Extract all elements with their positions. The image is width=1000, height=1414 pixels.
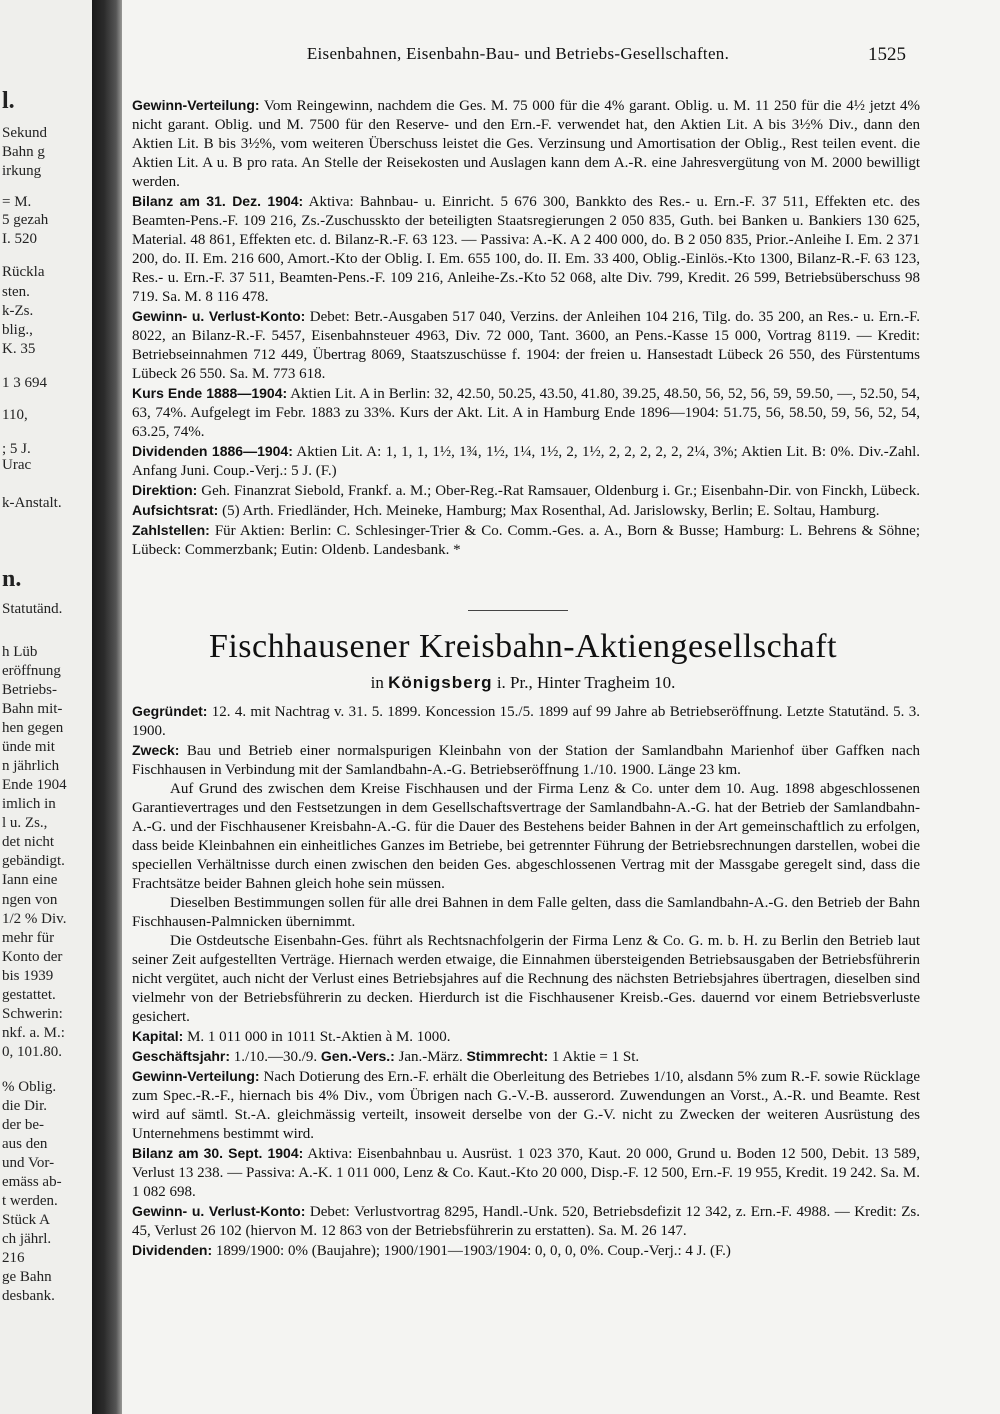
page-number: 1525 bbox=[868, 44, 906, 65]
left-fragment-line: 216 bbox=[2, 1250, 25, 1266]
right-page bbox=[128, 0, 990, 1414]
left-fragment-line: gebändigt. bbox=[2, 853, 65, 869]
section-text: Aktien Lit. A: 1, 1, 1, 1½, 1¾, 1½, 1¼, 1½, 2, 1½, 2, 2, 2, 2, 2, 2¼, 3%; Aktien Lit. B: 0%. Div.-Zahl. Anfang Juni. Coup.-Verj.: 5 J. (F.) bbox=[132, 444, 920, 479]
prev-entry-section bbox=[132, 481, 920, 521]
left-fragment-line: ch jährl. bbox=[2, 1231, 52, 1247]
entry-divider bbox=[468, 610, 568, 611]
section-label: Gewinn- u. Verlust-Konto: bbox=[132, 308, 306, 324]
location-rest: i. Pr., Hinter Tragheim 10. bbox=[492, 673, 676, 692]
left-fragment-line: ünde mit bbox=[2, 739, 55, 755]
left-fragment-line: Ende 1904 bbox=[2, 777, 67, 793]
left-fragment-line: I. 520 bbox=[2, 231, 37, 247]
company-title: Fischhausener Kreisbahn-Aktiengesellschaft bbox=[208, 628, 838, 665]
left-fragment-line: eröffnung bbox=[2, 663, 61, 679]
prev-entry-section bbox=[132, 307, 920, 384]
left-fragment-line: = M. bbox=[2, 194, 32, 210]
paragraph-3: Die Ostdeutsche Eisenbahn-Ges. führt als Rechtsnachfolgerin der Firma Lenz & Co. G. m. b. H. zu Berlin den Betrieb laut seiner Zeit aufgestellten Verträge. Hiernach werden etwaige, die Einnahmen übersteigenden Betriebsausgaben der Betriebsführerin nicht vergütet, auch nicht der Verlust eines Betriebsjahres auf die Rechnung des nächsten Betriebsjahres übertragen, dieselben sind vielmehr von der Betriebsführerin zu decken. Hierdurch ist die Fischhausener Kreisb.-Ges. dauernd vor einem Betriebsverluste gesichert. bbox=[132, 933, 920, 1025]
left-fragment-line: und Vor- bbox=[2, 1155, 55, 1171]
left-fragment-line: bis 1939 bbox=[2, 968, 54, 984]
left-fragment-line: ngen von bbox=[2, 892, 58, 908]
left-fragment-line: emäss ab- bbox=[2, 1174, 62, 1190]
company-entry bbox=[132, 702, 920, 1261]
gewinn-verlust-section: Gewinn- u. Verlust-Konto: Debet: Verlustvortrag 8295, Handl.-Unk. 520, Betriebsdefizit 12 342, z. Ern.-F. 4988. — Kredit: Zs. 45, Verlust 26 102 (hiervon M. 12 863 von der Betriebsführerin zu erstatten). Sa. M. 26 147. bbox=[132, 1203, 920, 1239]
section-text: Aktien Lit. A in Berlin: 32, 42.50, 50.25, 43.50, 41.80, 39.25, 48.50, 56, 52, 56, 59, 59.50, —, 52.50, 54, 63, 74%. Aufgelegt im Febr. 1883 zu 33%. Kurs der Akt. Lit. A in Hamburg Ende 1896—1904: 51.75, 56, 58.50, 59, 56, 52, 54, 63.25, 74%. bbox=[132, 386, 920, 440]
left-fragment-line: blig., bbox=[2, 322, 33, 338]
left-fragment-line: Sekund bbox=[2, 125, 47, 141]
gewinn-verteilung-section: Gewinn-Verteilung: Nach Dotierung des Ern.-F. erhält die Oberleitung des Betriebes 1/10, alsdann 5% zum R.-F. sowie Rücklage zum Spec.-R.-F., hiernach bis 4% Div., vom Übrigen nach G.-V.-B. ausserord. Zuwendungen an Vorst., A.-R. und Beamte. Rest wird auf sämtl. St.-A. gleichmässig verteilt, insoweit derselbe von der G.-V. nicht zu Zwecken der weiteren Ausrüstung des Unternehmens bestimmt wird. bbox=[132, 1068, 920, 1142]
left-fragment-line: % Oblig. bbox=[2, 1079, 57, 1095]
left-fragment-line: imlich in bbox=[2, 796, 56, 812]
left-fragment-line: die Dir. bbox=[2, 1098, 47, 1114]
section-label: Direktion: bbox=[132, 482, 198, 498]
location-prefix: in bbox=[370, 673, 384, 692]
left-fragment-line: Stück A bbox=[2, 1212, 50, 1228]
left-fragment-line: n. bbox=[2, 566, 22, 592]
left-fragment-line: Statutänd. bbox=[2, 601, 63, 617]
left-fragment-line: l. bbox=[2, 88, 15, 114]
left-fragment-line: ge Bahn bbox=[2, 1269, 52, 1285]
dividenden-section: Dividenden: 1899/1900: 0% (Baujahre); 1900/1901—1903/1904: 0, 0, 0, 0%. Coup.-Verj.: 4 J. (F.) bbox=[132, 1242, 731, 1259]
left-fragment-line: Iann eine bbox=[2, 872, 58, 888]
prev-entry-section bbox=[132, 96, 920, 192]
paragraph-2: Dieselben Bestimmungen sollen für alle drei Bahnen in dem Falle gelten, dass die Samlandbahn-A.-G. den Betrieb der Bahn Fischhausen-Palmnicken übernimmt. bbox=[132, 895, 920, 930]
left-fragment-line: Rückla bbox=[2, 264, 45, 280]
left-fragment-line: aus den bbox=[2, 1136, 48, 1152]
section-label: Kurs Ende 1888—1904: bbox=[132, 385, 288, 401]
paragraph-1: Auf Grund des zwischen dem Kreise Fischhausen und der Firma Lenz & Co. unter dem 10. Aug. 1898 abgeschlossenen Garantievertrages und den Festsetzungen in dem Gesellschaftsvertrage der Samlandbahn-A.-G. hat der Betrieb der Samlandbahn-A.-G. und der Fischhausener Kreisbahn-A.-G. für die Dauer des Bestehens beider Bahnen in der Art gemeinschaftlich zu erfolgen, dass beide Kleinbahnen ein einheitliches Ganzes im Betriebe, bei getrennter Führung der Betriebsrechnungen darstellen, wobei die speciellen Verhältnisse durch einen zwischen den beiden Ges. abgeschlossenen Vertrag mit der Massgabe geregelt sind, dass die Frachtsätze beider Bahnen gleich hohe sein müssen. bbox=[132, 781, 920, 892]
left-fragment-line: Betriebs- bbox=[2, 682, 57, 698]
section-label: Gewinn-Verteilung: bbox=[132, 97, 260, 113]
book-gutter bbox=[92, 0, 122, 1414]
section-label: Zahlstellen: bbox=[132, 522, 210, 538]
left-fragment-line: n jährlich bbox=[2, 758, 60, 774]
prev-entry-section bbox=[132, 442, 920, 481]
section-text: Aktiva: Bahnbau- u. Einricht. 5 676 300, Bankkto des Res.- u. Ern.-F. 37 511, Effekten etc. des Beamten-Pens.-F. 109 216, Zs.-Zuschusskto der beteiligten Staatsregierungen 2 050 835, Guth. bei Banken u. Bankiers 130 625, Material. 48 861, Effekten etc. d. Bilanz-R.-F. 63 123. — Passiva: A.-K. A 2 400 000, do. B 2 050 835, Prior.-Anleihe I. Em. 2 371 200, do. II. Em. 216 600, Amort.-Kto der Oblig. I. Em. 655 100, do. II. Em. 33 400, Oblig.-Einlös.-Kto 1300, Bilanz-R.-F. 63 123, Res.- u. Ern.-F. 37 511, Beamten-Pens.-F. 109 216, Anleihe-Zs.-Kto 52 068, alte Div. 799, Kredit. 26 599, Betriebsüberschuss 98 719. Sa. M. 8 116 478. bbox=[132, 194, 920, 305]
left-fragment-line: 5 gezah bbox=[2, 212, 49, 228]
left-fragment-line: hen gegen bbox=[2, 720, 64, 736]
left-fragment-line: Bahn g bbox=[2, 144, 45, 160]
left-fragment-line: t werden. bbox=[2, 1193, 58, 1209]
left-fragment-line: der be- bbox=[2, 1117, 45, 1133]
left-fragment-line: Urac bbox=[2, 457, 32, 473]
previous-entry bbox=[132, 96, 920, 560]
location-city: Königsberg bbox=[388, 673, 493, 692]
section-label: Bilanz am 31. Dez. 1904: bbox=[132, 193, 304, 209]
left-fragment-line: Schwerin: bbox=[2, 1006, 63, 1022]
left-fragment-line: Bahn mit- bbox=[2, 701, 63, 717]
left-fragment-line: 1/2 % Div. bbox=[2, 911, 67, 927]
left-fragment-line: h Lüb bbox=[2, 644, 38, 660]
running-header: Eisenbahnen, Eisenbahn-Bau- und Betriebs-Gesellschaften. bbox=[306, 44, 730, 63]
zweck-section: Zweck: Bau und Betrieb einer normalspurigen Kleinbahn von der Station der Samlandbahn Marienhof über Gaffken nach Fischhausen in Verbindung mit der Samlandbahn-A.-G. Betriebseröffnung 1./10. 1900. Länge 23 km. bbox=[132, 742, 920, 778]
prev-entry-section bbox=[132, 384, 920, 442]
section-text: Für Aktien: Berlin: C. Schlesinger-Trier & Co. Comm.-Ges. a. A., Born & Busse; Hamburg: L. Behrens & Söhne; Lübeck: Commerzbank; Eutin: Oldenb. Landesbank. * bbox=[132, 523, 920, 558]
section-text: Debet: Betr.-Ausgaben 517 040, Verzins. der Anleihen 104 216, Tilg. do. 35 200, an Res.- u. Ern.-F. 8022, an Bilanz-R.-F. 5457, Eisenbahnsteuer 4963, Div. 72 000, Tant. 3600, an Pens.-Kasse 15 000, Vortrag 8119. — Kredit: Betriebseinnahmen 712 449, Übertrag 8069, Staatszuschüsse f. 1904: der freien u. Hansestadt Lübeck 26 550, des Fürstentums Lübeck 26 550. Sa. M. 773 618. bbox=[132, 309, 920, 382]
left-fragment-line: irkung bbox=[2, 163, 42, 179]
section-text: Geh. Finanzrat Siebold, Frankf. a. M.; Ober-Reg.-Rat Ramsauer, Oldenburg i. Gr.; Eisenbahn-Dir. von Finckh, Lübeck. bbox=[197, 483, 920, 499]
section-text: Vom Reingewinn, nachdem die Ges. M. 75 000 für die 4% garant. Oblig. u. M. 11 250 für die 4½ jetzt 4% nicht garant. Oblig. und M. 7500 für den Reserve- und den Ern.-F. verwendet hat, den Aktien Lit. A bis 3½% Div., dann den Aktien Lit. B bis 3½%, vom weiteren Überschuss leistet die Ges. Verzinsung und Amortisation der Oblig., Rest teilen event. die Aktien Lit. A u. B pro rata. An Stelle der Reisekosten und Auslagen kann dem A.-R. eine Jahresvergütung von M. 2000 bewilligt werden. bbox=[132, 98, 920, 190]
left-fragment-line: det nicht bbox=[2, 834, 55, 850]
geschaeftsjahr-section: Geschäftsjahr: 1./10.—30./9. Gen.-Vers.: Jan.-März. Stimmrecht: 1 Aktie = 1 St. bbox=[132, 1048, 640, 1065]
left-fragment-line: nkf. a. M.: bbox=[2, 1025, 65, 1041]
left-fragment-line: ; 5 J. bbox=[2, 441, 31, 457]
left-fragment-line: desbank. bbox=[2, 1288, 55, 1304]
company-location bbox=[128, 673, 918, 693]
left-fragment-line: K. 35 bbox=[2, 341, 36, 357]
left-fragment-line: k-Zs. bbox=[2, 303, 34, 319]
prev-entry-section bbox=[132, 521, 920, 560]
left-fragment-line: 0, 101.80. bbox=[2, 1044, 62, 1060]
left-fragment-line: k-Anstalt. bbox=[2, 495, 62, 511]
left-fragment-line: 110, bbox=[2, 407, 28, 423]
left-fragment-line: 1 3 694 bbox=[2, 375, 47, 391]
section-text: (5) Arth. Friedländer, Hch. Meineke, Hamburg; Max Rosenthal, Ad. Jarislowsky, Berlin; E. Soltau, Hamburg. bbox=[218, 503, 880, 519]
left-fragment-line: Konto der bbox=[2, 949, 63, 965]
left-fragment-line: mehr für bbox=[2, 930, 55, 946]
gegruendet-section: Gegründet: 12. 4. mit Nachtrag v. 31. 5. 1899. Koncession 15./5. 1899 auf 99 Jahre ab Betriebseröffnung. Letzte Statutänd. 5. 3. 1900. bbox=[132, 703, 920, 739]
left-fragment-line: gestattet. bbox=[2, 987, 56, 1003]
prev-entry-section bbox=[132, 192, 920, 307]
section-label: Dividenden 1886—1904: bbox=[132, 443, 293, 459]
section-label: Aufsichtsrat: bbox=[132, 502, 219, 518]
bilanz-section: Bilanz am 30. Sept. 1904: Aktiva: Eisenbahnbau u. Ausrüst. 1 023 370, Kaut. 20 000, Grund u. Boden 12 500, Debit. 13 589, Verlust 13 238. — Passiva: A.-K. 1 011 000, Lenz & Co. Kaut.-Kto 20 000, Disp.-F. 12 500, Ern.-F. 19 955, Kredit. 19 242. Sa. M. 1 082 698. bbox=[132, 1145, 920, 1200]
left-page-fragment bbox=[0, 0, 92, 1414]
left-fragment-line: l u. Zs., bbox=[2, 815, 48, 831]
kapital-section: Kapital: M. 1 011 000 in 1011 St.-Aktien à M. 1000. bbox=[132, 1028, 451, 1045]
left-fragment-line: sten. bbox=[2, 284, 30, 300]
